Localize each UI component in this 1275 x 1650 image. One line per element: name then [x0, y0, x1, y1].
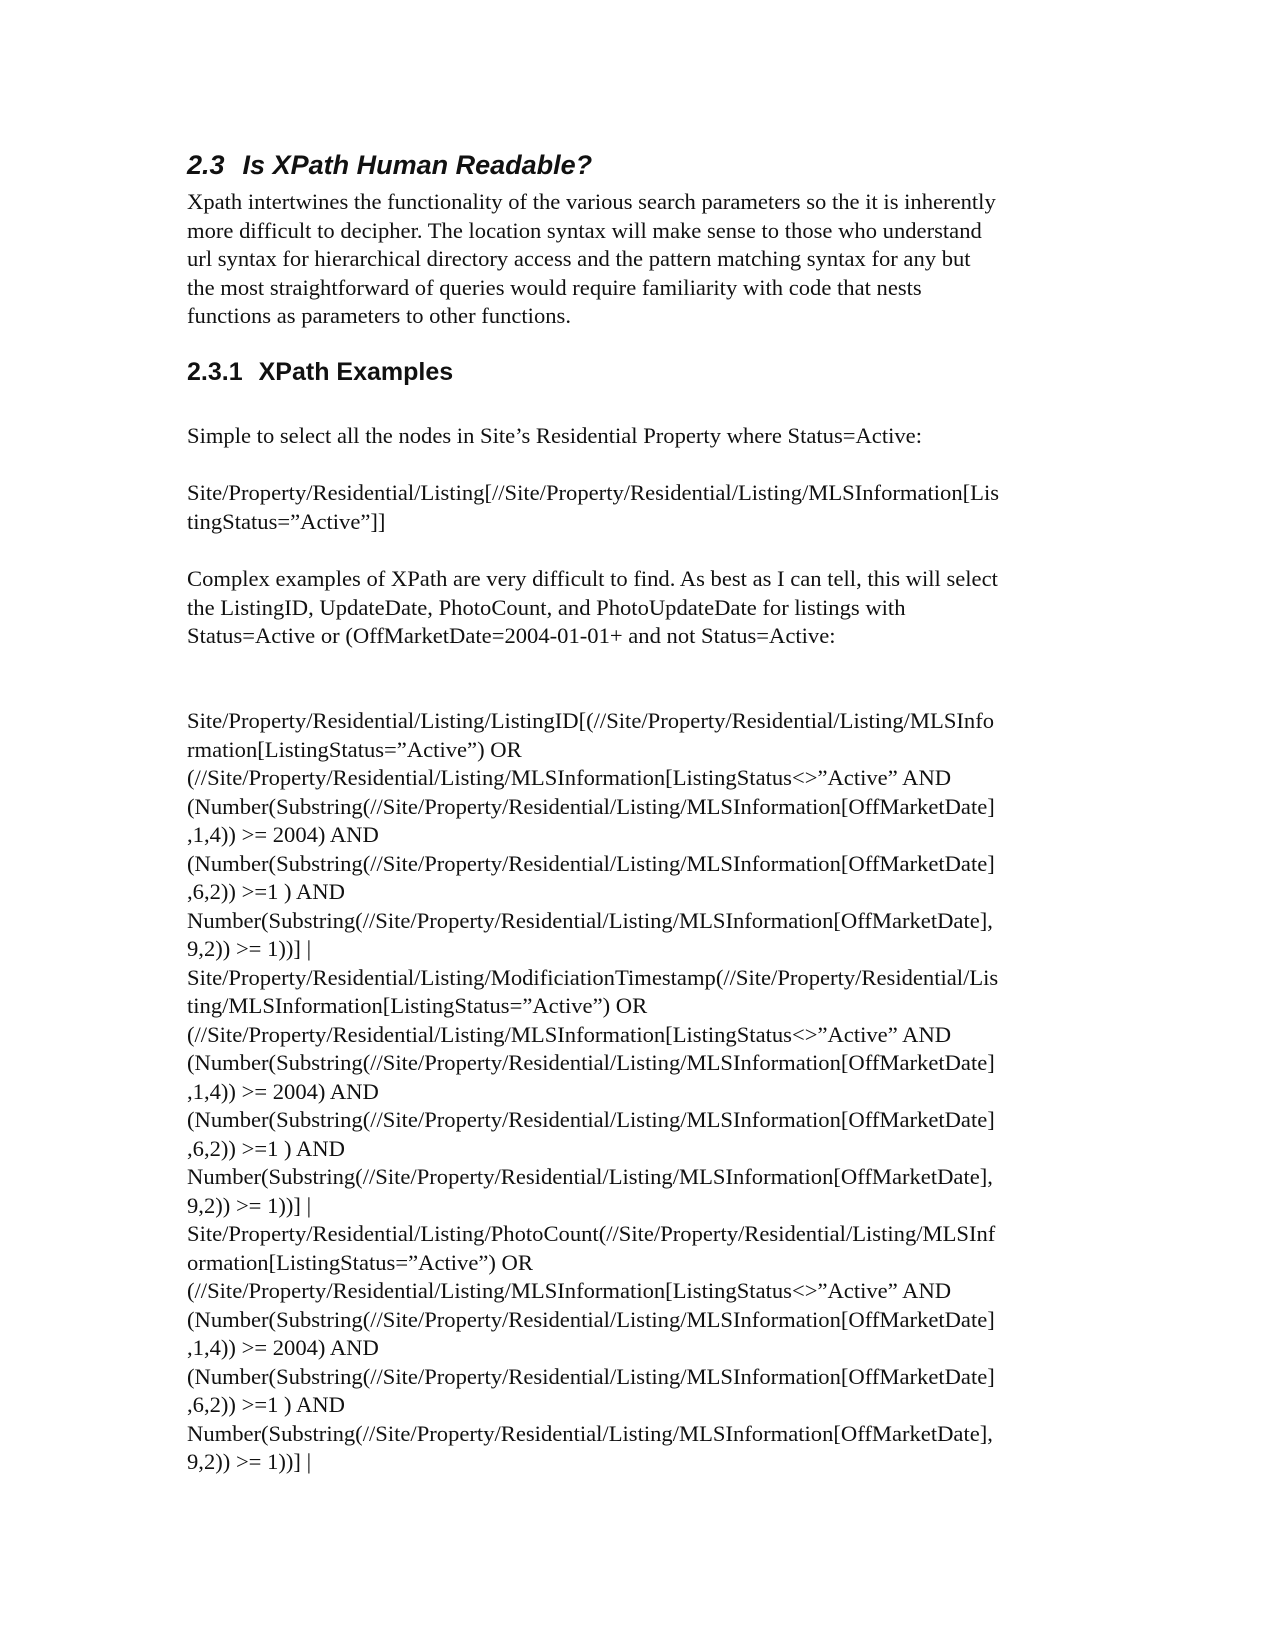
complex-expr-line: ,6,2)) >=1 ) AND: [187, 1135, 345, 1161]
section-heading: [187, 148, 592, 182]
complex-example-description: [187, 565, 1087, 651]
section-title: Is XPath Human Readable?: [242, 150, 593, 180]
intro-line: the most straightforward of queries would require familiarity with code that nests: [187, 274, 922, 300]
complex-expr-line: ormation[ListingStatus=”Active”) OR: [187, 1249, 533, 1275]
simple-desc-line: Simple to select all the nodes in Site’s Residential Property where Status=Active:: [187, 423, 922, 448]
complex-desc-line: Complex examples of XPath are very difficult to find. As best as I can tell, this will select: [187, 566, 998, 591]
complex-expr-line: Number(Substring(//Site/Property/Residential/Listing/MLSInformation[OffMarketDate],: [187, 1164, 993, 1189]
simple-expr-line: Site/Property/Residential/Listing[//Site/Property/Residential/Listing/MLSInformation[Lis: [187, 480, 1000, 505]
complex-expr-line: 9,2)) >= 1))] |: [187, 1192, 312, 1218]
complex-expr-line: ,1,4)) >= 2004) AND: [187, 822, 379, 847]
intro-line: functions as parameters to other functions.: [187, 303, 571, 328]
complex-expr-line: Site/Property/Residential/Listing/ModificiationTimestamp(//Site/Property/Residential/Lis: [187, 964, 999, 990]
complex-expr-line: ,6,2)) >=1 ) AND: [187, 1392, 345, 1417]
subsection-title: XPath Examples: [258, 358, 454, 386]
complex-expr-line: 9,2)) >= 1))] |: [187, 936, 312, 961]
complex-expr-line: (Number(Substring(//Site/Property/Residential/Listing/MLSInformation[OffMarketDate]: [187, 850, 995, 876]
complex-expr-line: Site/Property/Residential/Listing/PhotoCount(//Site/Property/Residential/Listing/MLSInf: [187, 1221, 996, 1246]
subsection-number: 2.3.1: [187, 358, 243, 386]
complex-expr-line: Number(Substring(//Site/Property/Residential/Listing/MLSInformation[OffMarketDate],: [187, 1420, 993, 1446]
simple-example-expression: [187, 479, 1087, 536]
complex-expr-line: ,1,4)) >= 2004) AND: [187, 1335, 379, 1360]
intro-paragraph: [187, 188, 1087, 331]
intro-line: more difficult to decipher. The location syntax will make sense to those who understand: [187, 217, 982, 243]
complex-desc-line: Status=Active or (OffMarketDate=2004-01-01+ and not Status=Active:: [187, 623, 836, 648]
section-number: 2.3: [187, 150, 225, 180]
complex-example-expression: [187, 707, 1087, 1477]
complex-expr-line: (//Site/Property/Residential/Listing/MLSInformation[ListingStatus<>”Active” AND: [187, 1021, 952, 1047]
simple-example-description: [187, 422, 1087, 451]
complex-expr-line: ,6,2)) >=1 ) AND: [187, 879, 345, 904]
complex-expr-line: (Number(Substring(//Site/Property/Residential/Listing/MLSInformation[OffMarketDate]: [187, 1306, 995, 1332]
complex-expr-line: (Number(Substring(//Site/Property/Residential/Listing/MLSInformation[OffMarketDate]: [187, 1050, 995, 1075]
complex-expr-line: ,1,4)) >= 2004) AND: [187, 1078, 379, 1104]
complex-expr-line: 9,2)) >= 1))] |: [187, 1449, 312, 1474]
complex-expr-line: (Number(Substring(//Site/Property/Residential/Listing/MLSInformation[OffMarketDate]: [187, 793, 995, 819]
complex-expr-line: (//Site/Property/Residential/Listing/MLSInformation[ListingStatus<>”Active” AND: [187, 1278, 952, 1303]
intro-line: url syntax for hierarchical directory access and the pattern matching syntax for any but: [187, 246, 971, 271]
complex-expr-line: (Number(Substring(//Site/Property/Residential/Listing/MLSInformation[OffMarketDate]: [187, 1107, 995, 1132]
complex-expr-line: rmation[ListingStatus=”Active”) OR: [187, 736, 522, 762]
complex-expr-line: Number(Substring(//Site/Property/Residential/Listing/MLSInformation[OffMarketDate],: [187, 907, 993, 933]
complex-expr-line: Site/Property/Residential/Listing/ListingID[(//Site/Property/Residential/Listing/MLSInfo: [187, 708, 995, 733]
intro-line: Xpath intertwines the functionality of the various search parameters so the it is inherently: [187, 189, 996, 214]
complex-expr-line: ting/MLSInformation[ListingStatus=”Active”) OR: [187, 993, 648, 1018]
simple-expr-line: tingStatus=”Active”]]: [187, 508, 386, 534]
complex-desc-line: the ListingID, UpdateDate, PhotoCount, and PhotoUpdateDate for listings with: [187, 594, 906, 620]
subsection-heading: [187, 356, 453, 388]
complex-expr-line: (Number(Substring(//Site/Property/Residential/Listing/MLSInformation[OffMarketDate]: [187, 1363, 995, 1389]
complex-expr-line: (//Site/Property/Residential/Listing/MLSInformation[ListingStatus<>”Active” AND: [187, 765, 952, 790]
